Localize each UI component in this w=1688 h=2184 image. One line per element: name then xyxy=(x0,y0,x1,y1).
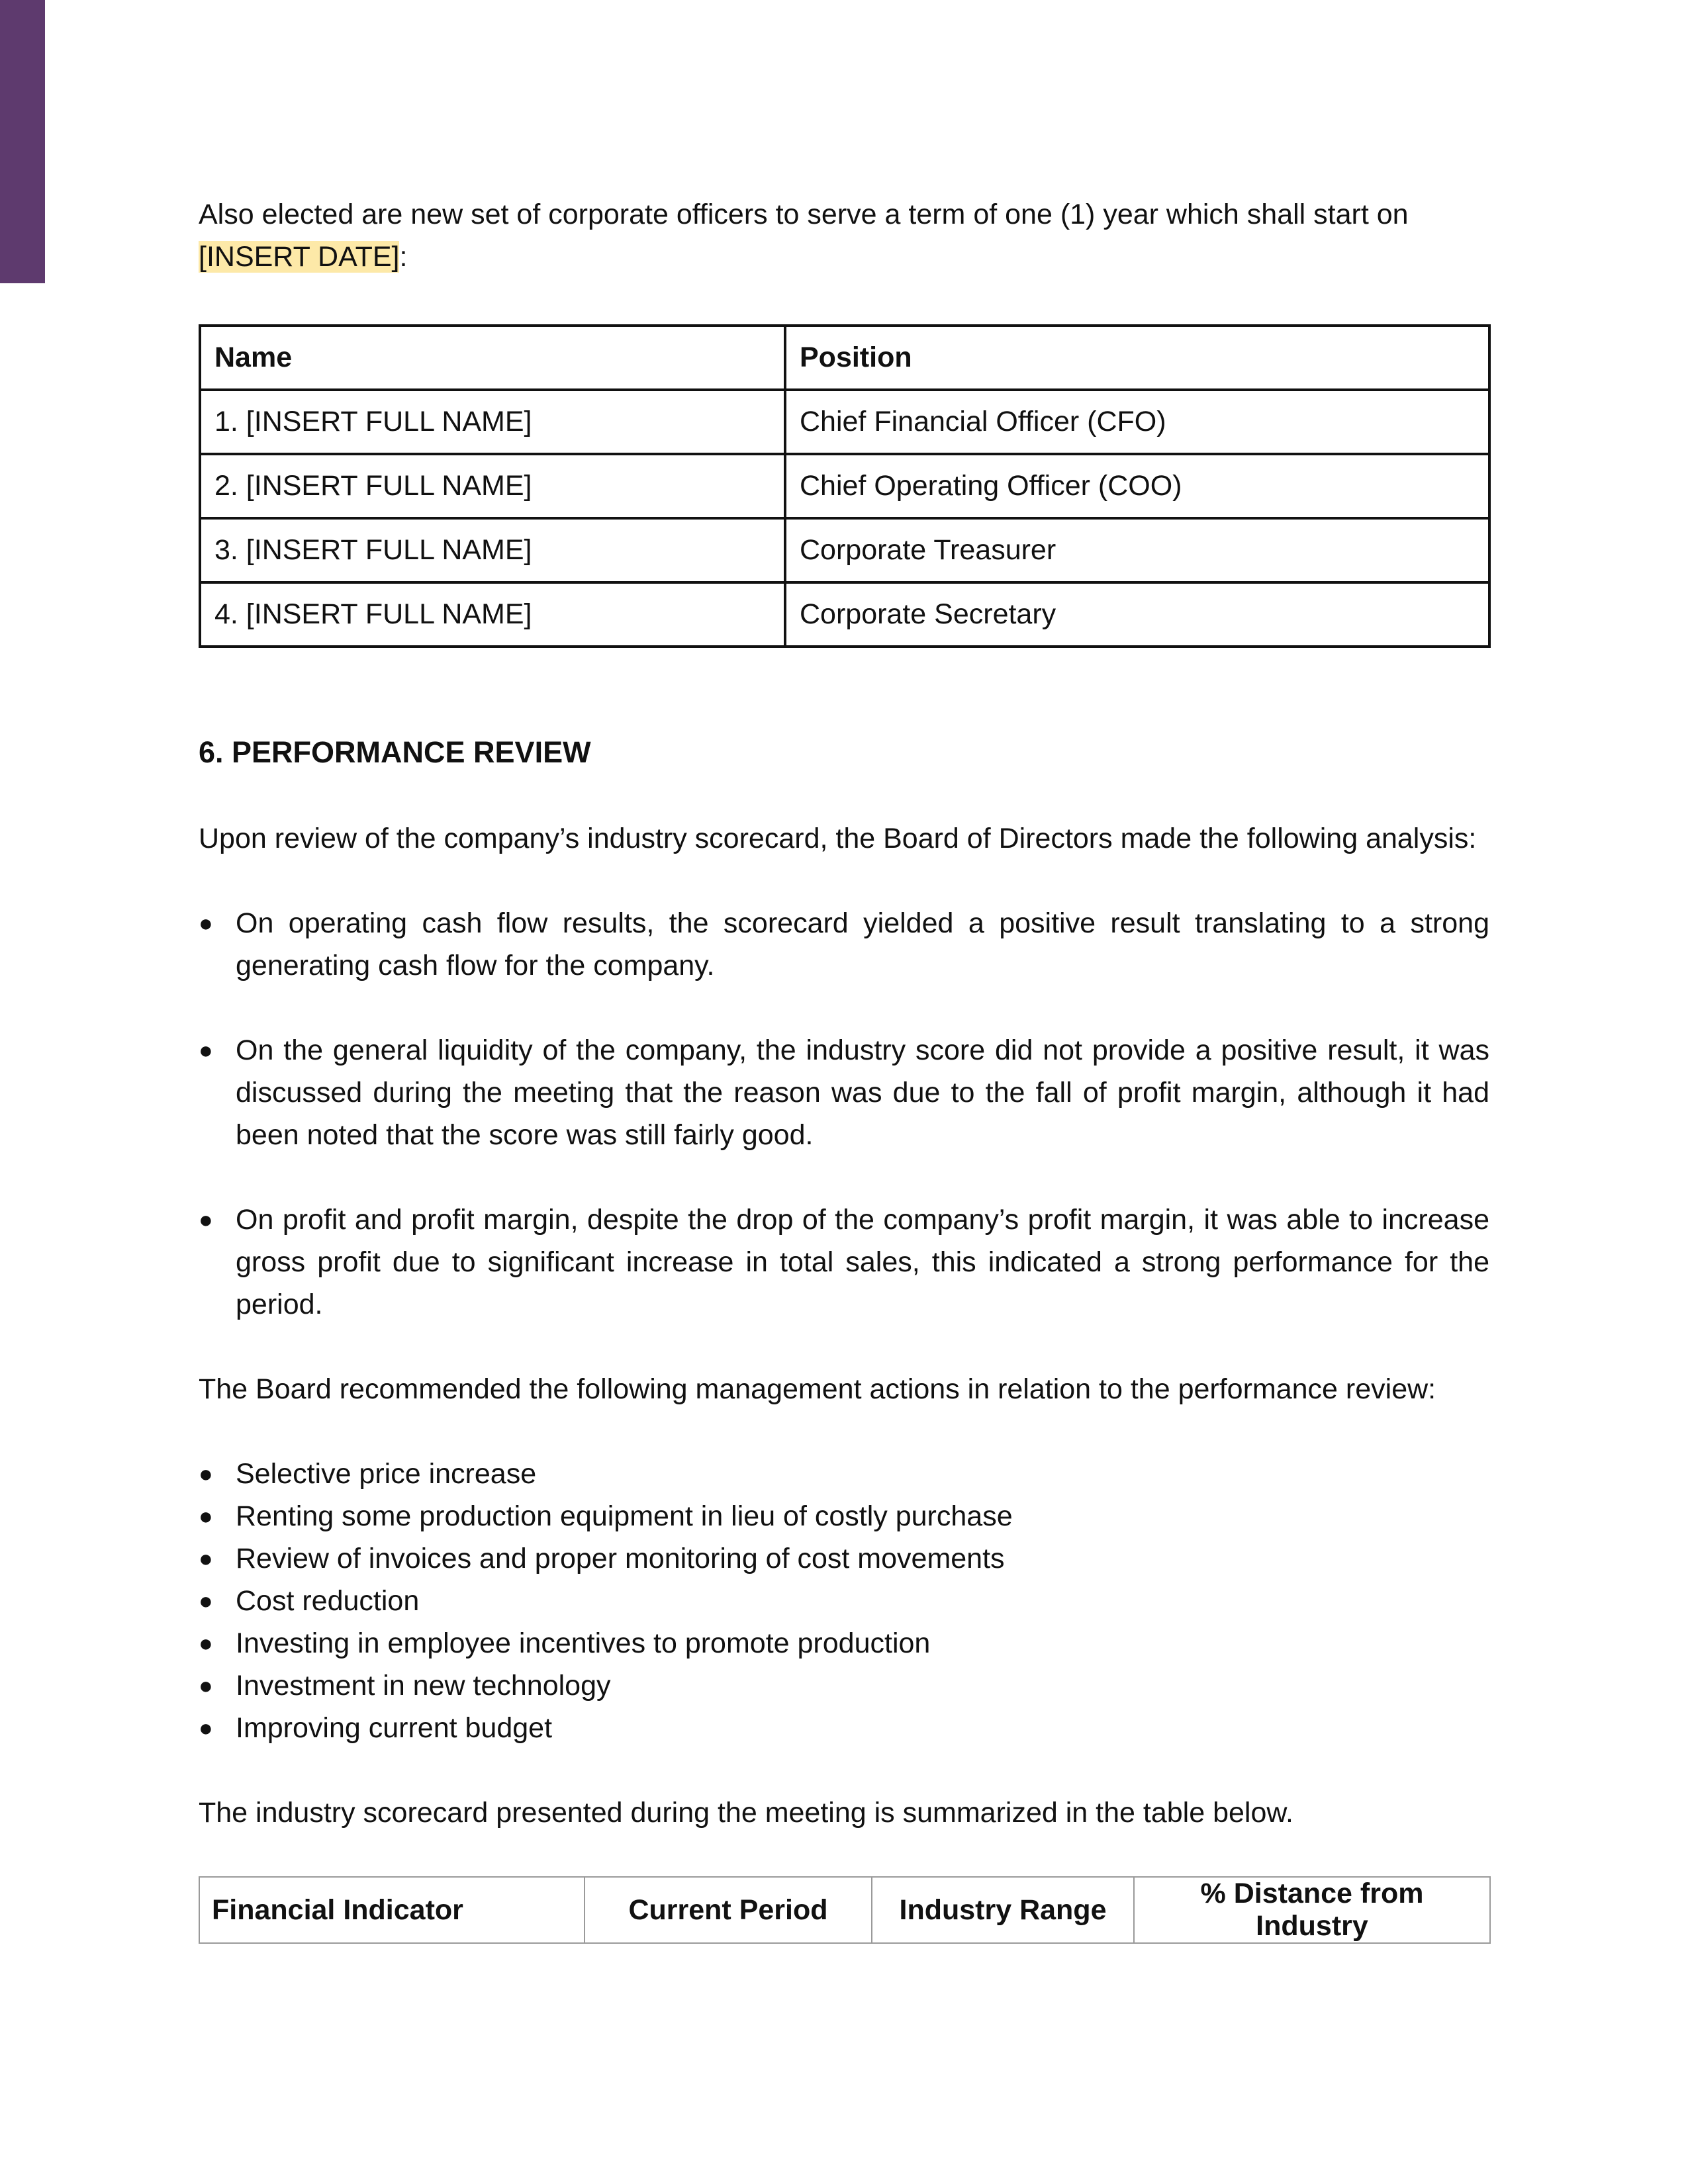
list-item-text: Improving current budget xyxy=(236,1712,553,1744)
bullet-icon: ● xyxy=(199,1206,213,1233)
list-item xyxy=(199,1537,1489,1580)
list-item xyxy=(199,1495,1489,1537)
list-item-text: Selective price increase xyxy=(236,1458,537,1490)
officer-position: Corporate Secretary xyxy=(785,582,1489,647)
list-item-text: On operating cash flow results, the scorecard yielded a positive result translating to a strong generating cash flow for the company. xyxy=(236,907,1489,981)
list-item-text: Investing in employee incentives to promote production xyxy=(236,1627,931,1659)
section-heading: 6. PERFORMANCE REVIEW xyxy=(199,735,591,769)
officer-name[interactable]: 3. [INSERT FULL NAME] xyxy=(200,518,785,582)
header-name: Name xyxy=(200,326,785,390)
bullet-icon: ● xyxy=(199,1629,213,1657)
bullet-icon: ● xyxy=(199,1714,213,1741)
header-current-period: Current Period xyxy=(585,1877,872,1943)
header-industry-range: Industry Range xyxy=(872,1877,1134,1943)
list-item-text: Cost reduction xyxy=(236,1585,420,1617)
bullet-icon: ● xyxy=(199,1502,213,1529)
analysis-intro-paragraph: Upon review of the company’s industry scorecard, the Board of Directors made the following analysis: xyxy=(199,823,1477,854)
scorecard-table xyxy=(199,1876,1491,1944)
sidebar-accent-bar xyxy=(0,0,45,283)
scorecard-intro-paragraph: The industry scorecard presented during the meeting is summarized in the table below. xyxy=(199,1797,1293,1829)
list-item-text: Investment in new technology xyxy=(236,1670,611,1702)
bullet-icon: ● xyxy=(199,1587,213,1614)
table-row xyxy=(200,518,1489,582)
insert-date-placeholder[interactable]: [INSERT DATE] xyxy=(199,241,400,273)
document-page xyxy=(199,193,1489,1944)
table-header-row xyxy=(199,1877,1490,1943)
list-item xyxy=(199,1199,1489,1326)
table-row xyxy=(200,582,1489,647)
table-row xyxy=(200,390,1489,454)
list-item xyxy=(199,1622,1489,1664)
bullet-icon: ● xyxy=(199,1672,213,1699)
officer-name[interactable]: 4. [INSERT FULL NAME] xyxy=(200,582,785,647)
list-item-text: Renting some production equipment in lieu of costly purchase xyxy=(236,1500,1013,1532)
analysis-list xyxy=(199,902,1489,1326)
header-distance-from-industry: % Distance from Industry xyxy=(1134,1877,1490,1943)
officer-position: Chief Financial Officer (CFO) xyxy=(785,390,1489,454)
officers-intro-paragraph xyxy=(199,193,1489,278)
list-item xyxy=(199,1707,1489,1749)
officer-position: Chief Operating Officer (COO) xyxy=(785,454,1489,518)
table-header-row xyxy=(200,326,1489,390)
intro-colon: : xyxy=(399,241,408,273)
recommend-intro-paragraph: The Board recommended the following management actions in relation to the performance review: xyxy=(199,1373,1436,1405)
list-item xyxy=(199,1664,1489,1707)
officer-name[interactable]: 2. [INSERT FULL NAME] xyxy=(200,454,785,518)
table-row xyxy=(200,454,1489,518)
list-item xyxy=(199,1580,1489,1622)
list-item xyxy=(199,1453,1489,1495)
bullet-icon: ● xyxy=(199,909,213,936)
header-financial-indicator: Financial Indicator xyxy=(199,1877,585,1943)
list-item xyxy=(199,902,1489,987)
officer-position: Corporate Treasurer xyxy=(785,518,1489,582)
list-item-text: On profit and profit margin, despite the drop of the company’s profit margin, it was able to increase gross profit due to significant increase in total sales, this indicated a strong performance for the period. xyxy=(236,1204,1489,1320)
intro-text: Also elected are new set of corporate officers to serve a term of one (1) year which shall start on xyxy=(199,199,1409,230)
officers-table xyxy=(199,324,1491,648)
list-item xyxy=(199,1029,1489,1156)
officer-name[interactable]: 1. [INSERT FULL NAME] xyxy=(200,390,785,454)
bullet-icon: ● xyxy=(199,1545,213,1572)
list-item-text: Review of invoices and proper monitoring of cost movements xyxy=(236,1543,1005,1574)
bullet-icon: ● xyxy=(199,1036,213,1064)
list-item-text: On the general liquidity of the company, the industry score did not provide a positive result, it was discussed during the meeting that the reason was due to the fall of profit margin, although it had been noted that the score was still fairly good. xyxy=(236,1034,1489,1151)
bullet-icon: ● xyxy=(199,1460,213,1487)
actions-list xyxy=(199,1453,1489,1749)
header-position: Position xyxy=(785,326,1489,390)
